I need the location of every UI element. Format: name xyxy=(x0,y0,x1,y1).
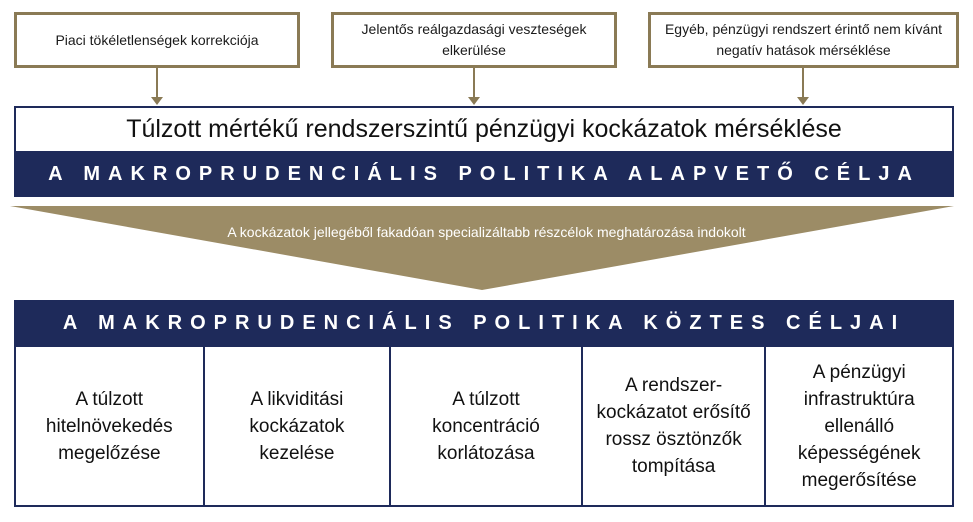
top-goal-label: Egyéb, pénzügyi rendszert érintő nem kívánt negatív hatások mérséklése xyxy=(664,21,943,58)
funnel-triangle xyxy=(10,206,954,290)
basic-goal-banner-label: A MAKROPRUDENCIÁLIS POLITIKA ALAPVETŐ CÉLJA xyxy=(48,162,920,185)
intermediate-goals-row xyxy=(14,347,954,507)
top-goal-label: Jelentős reálgazdasági veszteségek elkerülése xyxy=(361,21,587,58)
connector-line xyxy=(473,68,475,99)
funnel-text: A kockázatok jellegéből fakadóan specializáltabb részcélok meghatározása indokolt xyxy=(227,224,746,240)
top-goal-box-negative-effects xyxy=(648,12,959,68)
top-goal-box-market-imperfections xyxy=(14,12,300,68)
arrow-down-icon xyxy=(797,97,809,105)
intermediate-goal-label: A pénzügyi infrastruktúra ellenálló képességének megerősítése xyxy=(797,361,921,491)
top-goal-box-real-economy-losses xyxy=(331,12,617,68)
intermediate-goals-banner-label: A MAKROPRUDENCIÁLIS POLITIKA KÖZTES CÉLJAI xyxy=(62,312,906,334)
arrow-down-icon xyxy=(468,97,480,105)
intermediate-goal-incentives xyxy=(583,347,767,505)
intermediate-goal-label: A rendszer-kockázatot erősítő rossz ösztönzők tompítása xyxy=(596,375,751,477)
connector-line xyxy=(156,68,158,99)
intermediate-goal-liquidity-risk xyxy=(205,347,392,505)
intermediate-goal-infrastructure xyxy=(766,347,952,505)
arrow-down-icon xyxy=(151,97,163,105)
main-goal-label: Túlzott mértékű rendszerszintű pénzügyi kockázatok mérséklése xyxy=(126,115,842,143)
connector-line xyxy=(802,68,804,99)
basic-goal-banner xyxy=(14,151,954,197)
intermediate-goal-label: A likviditási kockázatok kezelése xyxy=(249,388,345,464)
intermediate-goal-credit-growth xyxy=(16,347,205,505)
intermediate-goals-banner xyxy=(14,300,954,347)
top-goal-label: Piaci tökéletlenségek korrekciója xyxy=(55,31,259,48)
intermediate-goal-concentration xyxy=(391,347,583,505)
intermediate-goal-label: A túlzott koncentráció korlátozása xyxy=(432,388,540,464)
main-goal-box xyxy=(14,106,954,151)
intermediate-goal-label: A túlzott hitelnövekedés megelőzése xyxy=(45,388,173,464)
